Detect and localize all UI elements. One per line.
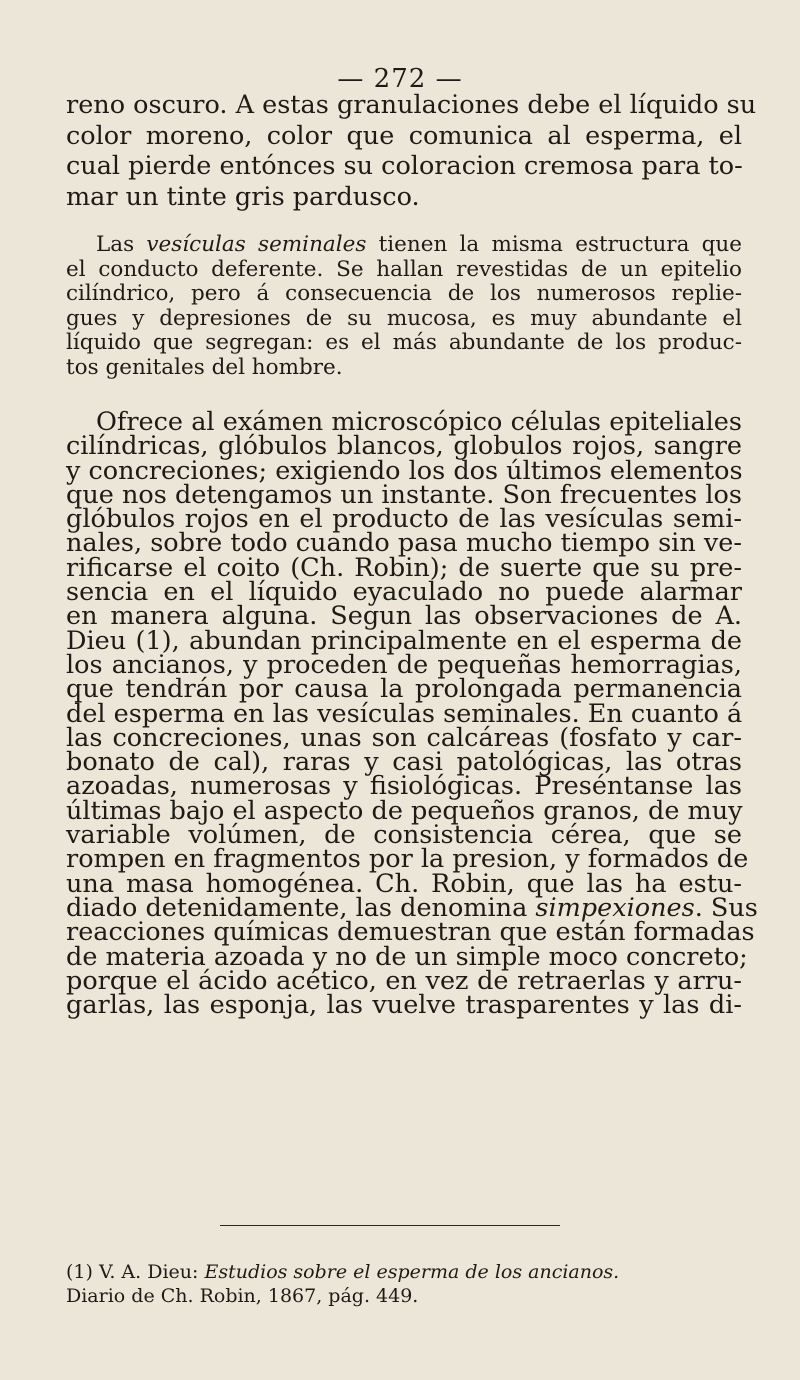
- text-line: los ancianos, y proceden de pequeñas hemorragias,: [66, 649, 742, 680]
- footnote-line: [66, 1260, 746, 1284]
- text-line: y concreciones; exigiendo los dos últimos elementos: [66, 455, 743, 486]
- footnote-divider: [220, 1225, 560, 1226]
- text-line: cual pierde entónces su coloracion cremosa para to-: [66, 151, 743, 181]
- text-line: garlas, las esponja, las vuelve trasparentes y las di-: [66, 990, 742, 1021]
- text-line: nales, sobre todo cuando pasa mucho tiempo sin ve-: [66, 528, 742, 559]
- text-line: porque el ácido acético, en vez de retraerlas y arru-: [66, 965, 742, 996]
- text-line: Dieu (1), abundan principalmente en el esperma de: [66, 625, 742, 656]
- text-line: color moreno, color que comunica al esperma, el: [66, 120, 742, 151]
- text-line: variable volúmen, de consistencia cérea, que se: [66, 820, 742, 851]
- text-fragment: Las: [96, 232, 147, 257]
- text-line: glóbulos rojos en el producto de las vesículas semi-: [66, 504, 742, 535]
- text-line: gues y depresiones de su mucosa, es muy abundante el: [66, 305, 742, 331]
- page-number: — 272 —: [337, 64, 463, 94]
- footnote-line: Diario de Ch. Robin, 1867, pág. 449.: [66, 1285, 419, 1307]
- text-line: líquido que segregan: es el más abundante de los produc-: [66, 330, 742, 356]
- text-line: reno oscuro. A estas granulaciones debe el líquido su: [66, 90, 757, 120]
- footnote-prefix: (1) V. A. Dieu:: [66, 1261, 205, 1283]
- text-line: que tendrán por causa la prolongada permanencia: [66, 674, 742, 705]
- text-line: en manera alguna. Segun las observaciones de A.: [66, 601, 742, 632]
- text-fragment: . Sus: [694, 892, 758, 923]
- text-line: tos genitales del hombre.: [66, 354, 343, 380]
- footnote-title: Estudios sobre el esperma de los ancianos.: [204, 1261, 620, 1283]
- text-line: reacciones químicas demuestran que están formadas: [66, 917, 755, 948]
- text-line: azoadas, numerosas y fisiológicas. Preséntanse las: [66, 771, 742, 802]
- text-line: sencia en el líquido eyaculado no puede alarmar: [66, 577, 742, 608]
- text-line: que nos detengamos un instante. Son frecuentes los: [66, 479, 742, 510]
- text-line: una masa homogénea. Ch. Robin, que las ha estu-: [66, 868, 742, 899]
- text-line: Ofrece al exámen microscópico células epiteliales: [96, 407, 742, 437]
- text-line: [66, 233, 742, 258]
- text-line: últimas bajo el aspecto de pequeños granos, de muy: [66, 795, 743, 826]
- text-line: cilíndricas, glóbulos blancos, globulos rojos, sangre: [66, 431, 742, 462]
- text-line: cilíndrico, pero á consecuencia de los numerosos replie-: [66, 281, 742, 307]
- text-line: de materia azoada y no de un simple moco concreto;: [66, 941, 748, 972]
- paragraph-vesiculas: [66, 233, 742, 381]
- paragraph-examen: [66, 407, 758, 1021]
- text-fragment: tienen la misma estructura que: [366, 232, 742, 257]
- paragraph-continuation: [66, 90, 757, 212]
- text-line: el conducto deferente. Se hallan revestidas de un epitelio: [66, 256, 742, 282]
- text-line: las concreciones, unas son calcáreas (fosfato y car-: [66, 722, 742, 753]
- footnote: [66, 1260, 746, 1308]
- italic-term: vesículas seminales: [146, 232, 367, 257]
- text-fragment: diado detenidamente, las denomina: [66, 892, 536, 923]
- text-line: del esperma en las vesículas seminales. En cuanto á: [66, 698, 743, 729]
- text-line: rompen en fragmentos por la presion, y formados de: [66, 844, 749, 875]
- text-line: rificarse el coito (Ch. Robin); de suerte que su pre-: [66, 552, 742, 583]
- italic-term: simpexiones: [535, 892, 695, 923]
- text-line: mar un tinte gris pardusco.: [66, 181, 420, 212]
- text-line: bonato de cal), raras y casi patológicas, las otras: [66, 747, 742, 778]
